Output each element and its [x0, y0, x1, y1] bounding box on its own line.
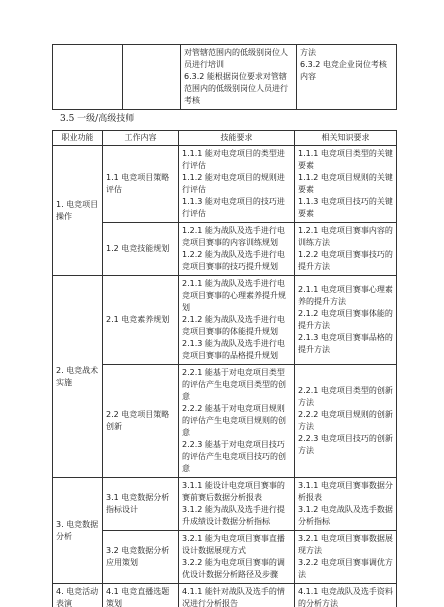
skill-text: 2.1.2 能为战队及选手进行电竞项目赛事的体能提升规划 — [182, 315, 285, 336]
content-cell: 2.2 电竞项目策略创新 — [103, 365, 179, 478]
section-title: 3.5 一级/高级技师 — [60, 114, 135, 124]
table-row — [53, 365, 397, 478]
skill-cell — [179, 365, 295, 478]
knowledge-text: 方法 — [300, 48, 316, 57]
knowledge-cell — [295, 584, 397, 607]
knowledge-text: 2.2.2 电竞项目规则的创新方法 — [298, 410, 393, 431]
header-function: 职业功能 — [53, 131, 103, 146]
skill-cell — [179, 223, 295, 276]
empty-function-cell — [53, 45, 123, 110]
function-cell: 4. 电竞活动表演 — [53, 584, 103, 607]
header-row — [53, 131, 397, 146]
skill-text: 2.2.3 能基于对电竞项目技巧的评估产生电竞项目技巧的创意 — [182, 440, 286, 473]
requirements-table — [52, 130, 397, 607]
skill-text: 1.1.3 能对电竞项目的技巧进行评估 — [182, 197, 285, 218]
knowledge-cell — [295, 223, 397, 276]
content-cell: 1.1 电竞项目策略评估 — [103, 146, 179, 223]
skill-text: 1.2.1 能为战队及选手进行电竞项目赛事的内容训练规划 — [182, 226, 285, 247]
knowledge-cell — [295, 146, 397, 223]
knowledge-text: 1.1.1 电竞项目类型的关键要素 — [298, 149, 393, 170]
skill-text: 6.3.2 能根据岗位要求对管辖范围内的低级别岗位人员进行考核 — [184, 72, 288, 105]
skill-text: 2.2.1 能基于对电竞项目类型的评估产生电竞项目类型的创意 — [182, 368, 286, 401]
skill-text: 2.1.1 能为战队及选手进行电竞项目赛事的心理素养提升规划 — [182, 279, 286, 312]
knowledge-text: 4.1.1 电竞战队及选手资料的分析方法 — [298, 587, 393, 607]
knowledge-text: 1.1.3 电竞项目技巧的关键要素 — [298, 197, 393, 218]
knowledge-text: 2.2.3 电竞项目技巧的创新方法 — [298, 434, 393, 455]
skill-cell — [179, 584, 295, 607]
skill-text: 3.1.2 能为战队及选手进行提升成绩设计数据分析指标 — [182, 505, 285, 526]
skill-text: 1.2.2 能为战队及选手进行电竞项目赛事的技巧提升规划 — [182, 250, 285, 271]
continued-table — [52, 44, 397, 110]
skill-text: 对管辖范围内的低级别岗位人员进行培训 — [184, 48, 288, 69]
skill-cell — [181, 45, 297, 110]
table-row — [53, 584, 397, 607]
knowledge-text: 1.2.2 电竞项目赛事技巧的提升方法 — [298, 250, 393, 271]
knowledge-text: 1.2.1 电竞项目赛事内容的训练方法 — [298, 226, 393, 247]
knowledge-cell — [295, 478, 397, 531]
knowledge-cell — [295, 276, 397, 365]
header-skill: 技能要求 — [179, 131, 295, 146]
skill-text: 1.1.2 能对电竞项目的规则进行评估 — [182, 173, 285, 194]
table-row — [53, 531, 397, 584]
knowledge-text: 3.2.1 电竞项目赛事数据展现方法 — [298, 534, 393, 555]
empty-content-cell — [123, 45, 181, 110]
skill-text: 2.2.2 能基于对电竞项目规则的评估产生电竞项目规则的创意 — [182, 404, 286, 437]
function-cell: 3. 电竞数据分析 — [53, 478, 103, 584]
function-cell: 2. 电竞战术实施 — [53, 276, 103, 478]
skill-text: 4.1.1 能针对战队及选手的情况进行分析报告 — [182, 587, 285, 607]
content-cell: 1.2 电竞技能规划 — [103, 223, 179, 276]
table-row — [53, 146, 397, 223]
knowledge-cell — [295, 365, 397, 478]
skill-text: 3.1.1 能设计电竞项目赛事的赛前赛后数据分析报表 — [182, 481, 285, 502]
knowledge-text: 1.1.2 电竞项目规则的关键要素 — [298, 173, 393, 194]
knowledge-text: 2.2.1 电竞项目类型的创新方法 — [298, 386, 393, 407]
table-row — [53, 45, 397, 110]
header-content: 工作内容 — [103, 131, 179, 146]
header-knowledge: 相关知识要求 — [295, 131, 397, 146]
table-body — [53, 146, 397, 607]
content-cell: 3.2 电竞数据分析应用策划 — [103, 531, 179, 584]
content-cell: 3.1 电竞数据分析指标设计 — [103, 478, 179, 531]
skill-text: 1.1.1 能对电竞项目的类型进行评估 — [182, 149, 285, 170]
table-row — [53, 223, 397, 276]
knowledge-text: 2.1.2 电竞项目赛事体能的提升方法 — [298, 309, 393, 330]
knowledge-text: 3.1.1 电竞项目赛事数据分析报表 — [298, 481, 393, 502]
content-cell: 2.1 电竞素养规划 — [103, 276, 179, 365]
knowledge-text: 3.2.2 电竞项目赛事调优方法 — [298, 558, 393, 579]
skill-text: 3.2.1 能为电竞项目赛事直播设计数据展现方式 — [182, 534, 285, 555]
function-cell: 1. 电竞项目操作 — [53, 146, 103, 276]
content-cell: 4.1 电竞直播选题策划 — [103, 584, 179, 607]
table-row — [53, 276, 397, 365]
skill-text: 3.2.2 能为电竞项目赛事的调优设计数据分析路径及步骤 — [182, 558, 285, 579]
knowledge-text: 2.1.1 电竞项目赛事心理素养的提升方法 — [298, 285, 393, 306]
knowledge-text: 3.1.2 电竞战队及选手数据分析指标 — [298, 505, 393, 526]
skill-text: 2.1.3 能为战队及选手进行电竞项目赛事的品格提升规划 — [182, 339, 285, 360]
table-row — [53, 478, 397, 531]
skill-cell — [179, 146, 295, 223]
knowledge-cell — [295, 531, 397, 584]
skill-cell — [179, 276, 295, 365]
knowledge-text: 6.3.2 电竞企业岗位考核内容 — [300, 60, 387, 81]
knowledge-text: 2.1.3 电竞项目赛事品格的提升方法 — [298, 333, 393, 354]
skill-cell — [179, 531, 295, 584]
knowledge-cell — [297, 45, 397, 110]
skill-cell — [179, 478, 295, 531]
